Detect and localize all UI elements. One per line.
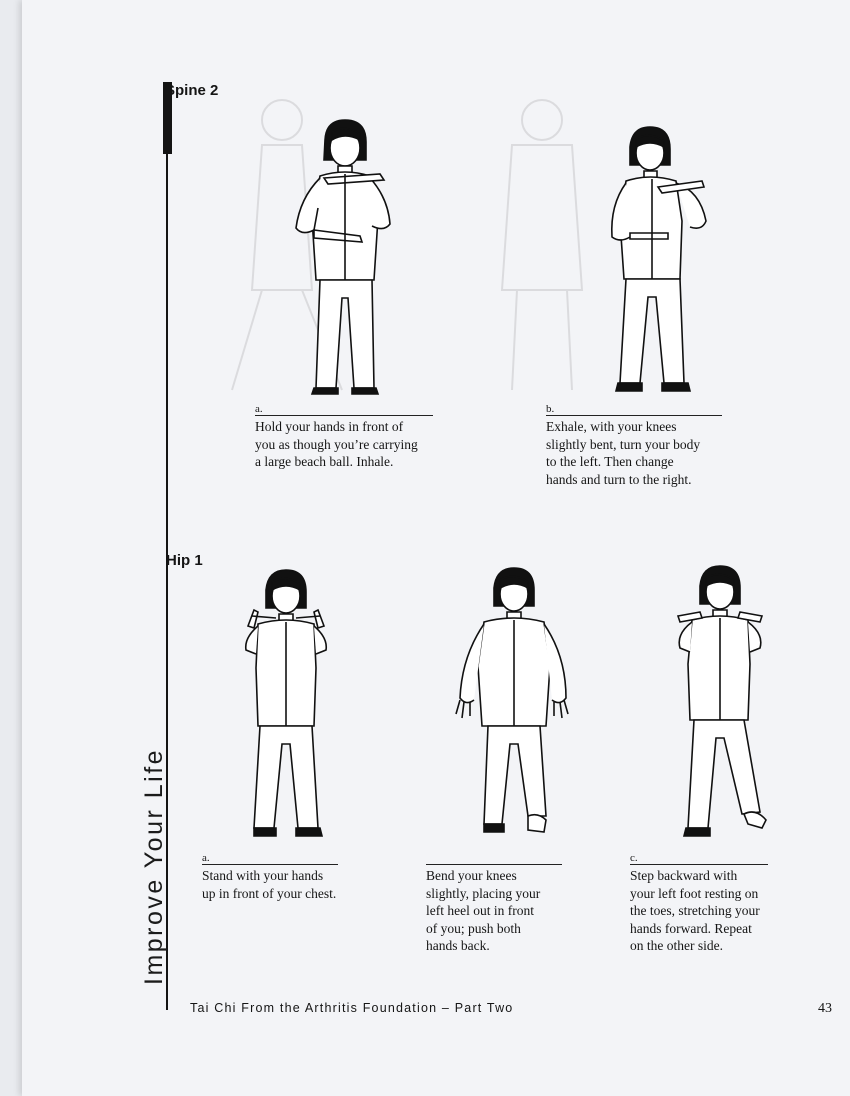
caption-letter: a. (255, 403, 263, 415)
figure-spine-a (280, 118, 410, 398)
page-number: 43 (818, 1001, 832, 1016)
caption-rule (546, 415, 722, 416)
section-title-spine-2: Spine 2 (165, 82, 219, 99)
caption-line: to the left. Then change (546, 454, 674, 469)
caption-line: your left foot resting on (630, 885, 759, 901)
caption-line: Hold your hands in front of (255, 419, 404, 434)
caption-hip-c (630, 853, 768, 955)
caption-line: hands forward. Repeat (630, 920, 752, 936)
figure-hip-b (452, 566, 572, 841)
caption-line: slightly bent, turn your body (546, 436, 701, 452)
caption-line: left heel out in front (426, 903, 534, 918)
caption-line: hands back. (426, 938, 490, 953)
figure-spine-b (602, 125, 722, 400)
page-footer: Tai Chi From the Arthritis Foundation – Part Two (190, 1001, 514, 1015)
caption-letter (426, 853, 562, 864)
caption-line: a large beach ball. Inhale. (255, 454, 394, 469)
caption-line: of you; push both (426, 920, 521, 936)
caption-rule (202, 864, 338, 865)
caption-line: on the other side. (630, 938, 723, 953)
caption-hip-a (202, 853, 338, 902)
bleed-through-figures (222, 90, 602, 410)
caption-letter: b. (546, 403, 555, 415)
caption-spine-a (255, 404, 433, 471)
caption-line: Step backward with (630, 868, 738, 883)
caption-letter: c. (630, 852, 638, 864)
section-title-hip-1: Hip 1 (166, 552, 203, 569)
caption-line: Exhale, with your knees (546, 419, 677, 434)
figure-hip-a (224, 568, 344, 843)
caption-rule (630, 864, 768, 865)
caption-rule (255, 415, 433, 416)
caption-line: Bend your knees (426, 868, 517, 883)
caption-line: you as though you’re carrying (255, 436, 418, 452)
caption-line: Stand with your hands (202, 868, 324, 883)
caption-letter: a. (202, 852, 210, 864)
document-page (22, 0, 850, 1096)
caption-spine-b (546, 404, 722, 488)
caption-rule (426, 864, 562, 865)
side-title: Improve Your Life (140, 747, 168, 985)
caption-line: the toes, stretching your (630, 903, 760, 918)
figure-hip-c (664, 564, 784, 844)
caption-hip-b (426, 853, 562, 955)
caption-line: slightly, placing your (426, 885, 541, 901)
caption-line: up in front of your chest. (202, 885, 337, 901)
caption-line: hands and turn to the right. (546, 471, 692, 487)
